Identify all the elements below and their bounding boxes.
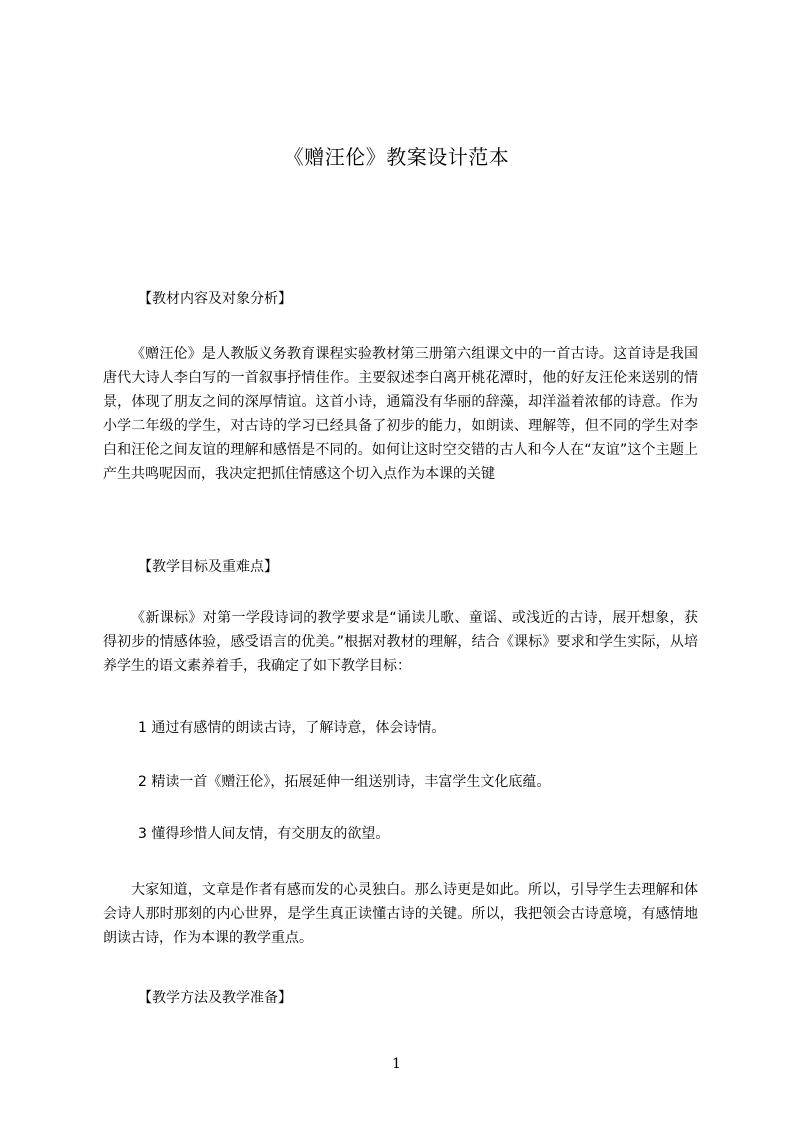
document-title: 《赠汪伦》教案设计范本 (283, 145, 510, 169)
paragraph-teaching-focus: 大家知道，文章是作者有感而发的心灵独白。那么诗更是如此。所以，引导学生去理解和体会诗人那时那刻的内心世界，是学生真正读懂古诗的关键。所以，我把领会古诗意境，有感情地朗读古诗，作为本课的教学重点。 (103, 882, 698, 946)
page-number: 1 (392, 1056, 401, 1072)
goal-item-3: 3 懂得珍惜人间友情，有交朋友的欲望。 (138, 826, 390, 842)
goal-item-1: 1 通过有感情的朗读古诗，了解诗意，体会诗情。 (138, 720, 446, 736)
goal-item-2: 2 精读一首《赠汪伦》，拓展延伸一组送别诗，丰富学生文化底蕴。 (138, 774, 551, 790)
section-heading-methods: 【教学方法及教学准备】 (138, 990, 292, 1006)
section-heading-material-analysis: 【教材内容及对象分析】 (138, 291, 292, 307)
paragraph-teaching-goals: 《新课标》对第一学段诗词的教学要求是“诵读儿歌、童谣、或浅近的古诗，展开想象，获得初步的情感体验，感受语言的优美。”根据对教材的理解，结合《课标》要求和学生实际，从培养学生的语文素养着手，我确定了如下教学目标： (103, 610, 698, 674)
paragraph-material-analysis: 《赠汪伦》是人教版义务教育课程实验教材第三册第六组课文中的一首古诗。这首诗是我国唐代大诗人李白写的一首叙事抒情佳作。主要叙述李白离开桃花潭时，他的好友汪伦来送别的情景，体现了朋友之间的深厚情谊。这首小诗，通篇没有华丽的辞藻，却洋溢着浓郁的诗意。作为小学二年级的学生，对古诗的学习已经具备了初步的能力，如朗读、理解等，但不同的学生对李白和汪伦之间友谊的理解和感悟是不同的。如何让这时空交错的古人和今人在“友谊”这个主题上产生共鸣呢因而，我决定把抓住情感这个切入点作为本课的关键 (103, 346, 698, 482)
section-heading-teaching-goals: 【教学目标及重难点】 (138, 559, 278, 575)
